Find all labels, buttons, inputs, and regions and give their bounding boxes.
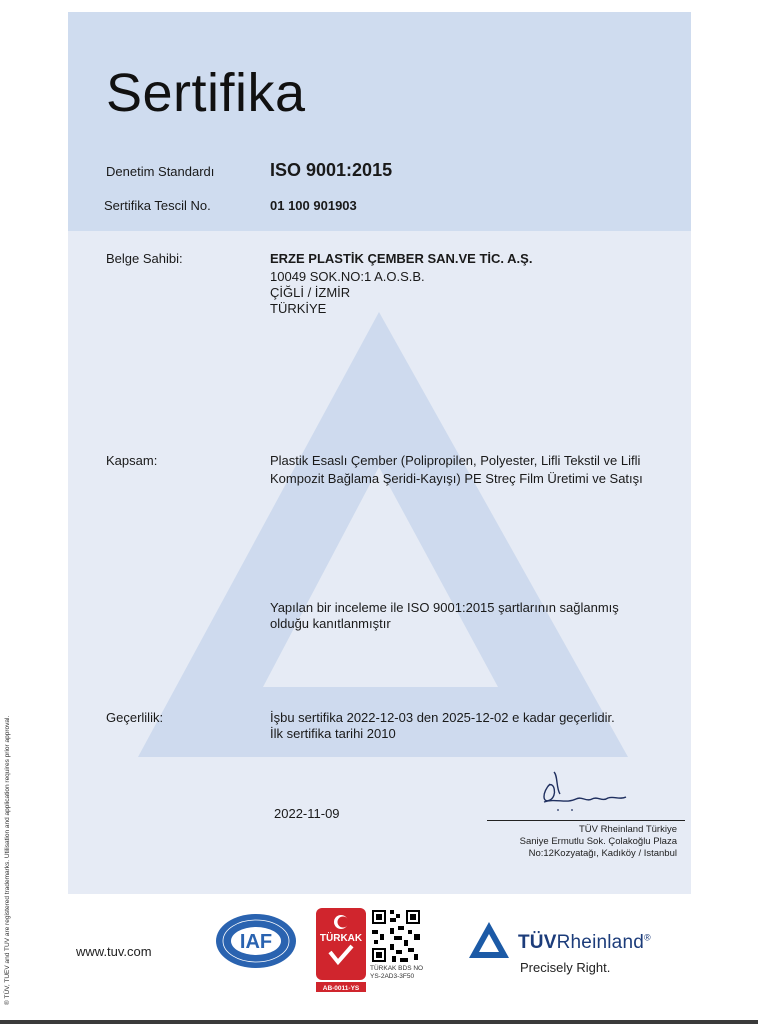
registration-value: 01 100 901903: [270, 198, 357, 213]
issuer-line: TÜV Rheinland Türkiye: [578, 824, 677, 835]
page-title: Sertifika: [106, 63, 306, 123]
scope-line: Kompozit Bağlama Şeridi-Kayışı) PE Streç Film Üretimi ve Satışı: [270, 471, 643, 486]
standard-label: Denetim Standardı: [106, 164, 215, 179]
holder-name: ERZE PLASTİK ÇEMBER SAN.VE TİC. A.Ş.: [270, 251, 533, 266]
registered-mark: ®: [643, 932, 651, 943]
standard-value: ISO 9001:2015: [270, 160, 393, 180]
scope-line: Plastik Esaslı Çember (Polipropilen, Polyester, Lifli Tekstil ve Lifli: [270, 453, 641, 468]
signature-line: [487, 820, 685, 821]
holder-address-line: ÇİĞLİ / İZMİR: [270, 285, 351, 300]
website-link[interactable]: www.tuv.com: [76, 944, 152, 959]
tuv-brand-bold: TÜV: [518, 932, 557, 953]
iaf-logo-icon: [214, 912, 298, 970]
tuv-tagline: Precisely Right.: [520, 960, 611, 975]
tuv-brand: [518, 932, 651, 954]
bottom-border: [0, 1020, 758, 1024]
holder-address-line: TÜRKİYE: [270, 301, 327, 316]
certificate: [68, 12, 691, 894]
registration-label: Sertifika Tescil No.: [104, 198, 211, 213]
holder-address-line: 10049 SOK.NO:1 A.O.S.B.: [270, 269, 425, 284]
validity-line: İşbu sertifika 2022-12-03 den 2025-12-02 e kadar geçerlidir.: [270, 710, 615, 725]
validity-label: Geçerlilik:: [106, 710, 164, 725]
qr-caption: [370, 965, 423, 981]
issuer-line: No:12Kozyatağı, Kadıköy / Istanbul: [528, 848, 677, 859]
iaf-text: IAF: [239, 931, 273, 953]
scope-label: Kapsam:: [106, 453, 158, 468]
tuv-triangle-logo-icon: [468, 920, 510, 960]
tuv-brand-rest: Rheinland: [556, 932, 644, 953]
signature-icon: [536, 766, 628, 816]
turkak-logo-icon: [316, 908, 366, 1008]
validity-line: İlk sertifika tarihi 2010: [270, 726, 396, 741]
qr-code-icon: [370, 908, 422, 964]
holder-label: Belge Sahibi:: [106, 251, 183, 266]
qr-caption-line: YS-2AD3-3F50: [370, 973, 415, 980]
issue-date: 2022-11-09: [274, 806, 340, 821]
statement-line: Yapılan bir inceleme ile ISO 9001:2015 şartlarının sağlanmış: [270, 600, 619, 615]
qr-caption-line: TÜRKAK BDS NO: [370, 965, 424, 972]
turkak-text: TÜRKAK: [319, 933, 363, 944]
issuer-block: [520, 824, 677, 860]
issuer-line: Saniye Ermutlu Sok. Çolakoğlu Plaza: [519, 836, 677, 847]
turkak-number: AB-0011-YS: [322, 985, 360, 992]
trademark-notice: ® TÜV, TUEV and TUV are registered trademarks. Utilisation and application requires prior approval.: [4, 715, 11, 1005]
statement-line: olduğu kanıtlanmıştır: [270, 616, 391, 631]
